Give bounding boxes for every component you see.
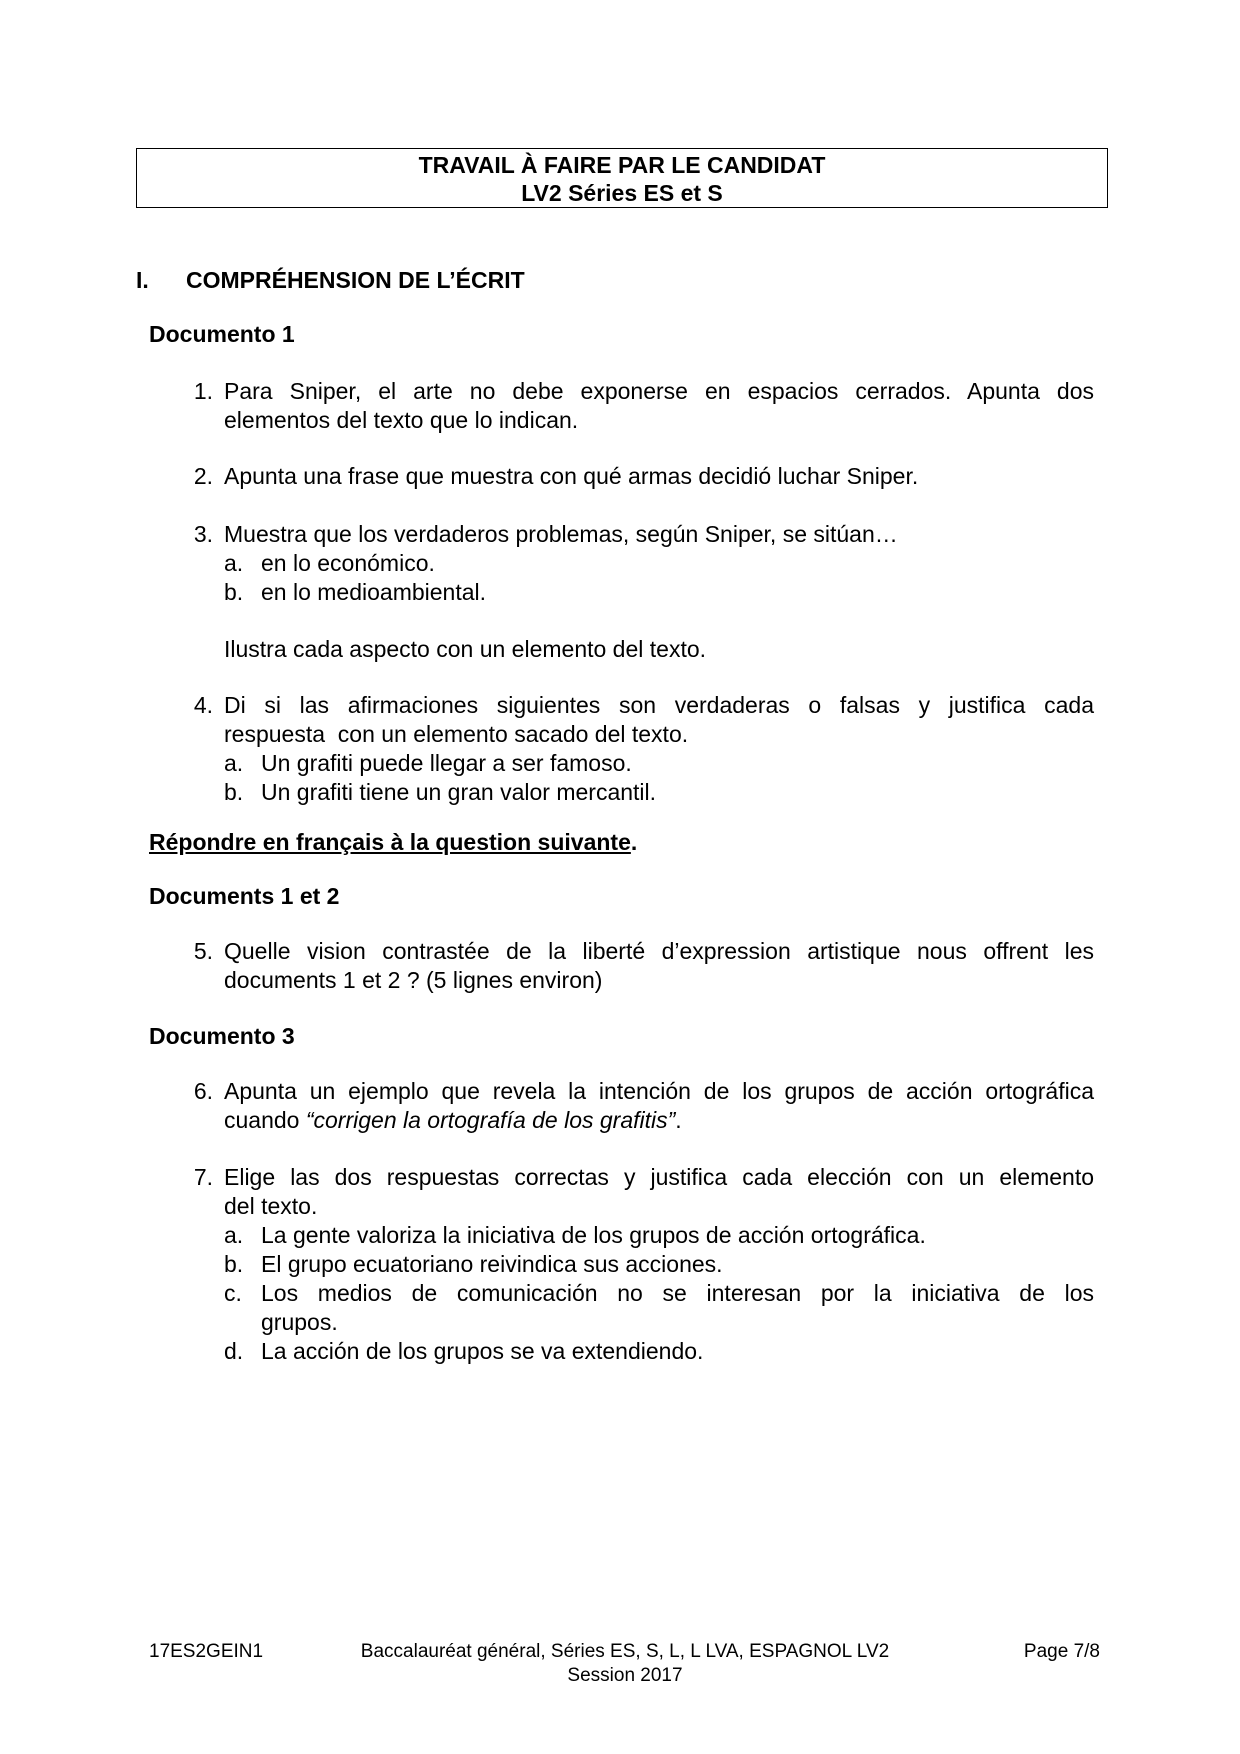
q5-line1: Quelle vision contrastée de la liberté d’expression artistique nous offrent les [224, 938, 1094, 964]
footer-exam-title: Baccalauréat général, Séries ES, S, L, L LVA, ESPAGNOL LV2 [360, 1641, 890, 1662]
q7-option-c-line1: Los medios de comunicación no se interesan por la iniciativa de los [261, 1280, 1094, 1306]
q1-text [224, 377, 1094, 435]
q3-option-a [224, 549, 1094, 578]
q6-line1: Apunta un ejemplo que revela la intención de los grupos de acción ortográfica [224, 1078, 1094, 1104]
q5-line2: documents 1 et 2 ? (5 lignes environ) [224, 967, 603, 993]
q4-option-b-text: Un grafiti tiene un gran valor mercantil. [261, 779, 657, 805]
q7-option-d-text: La acción de los grupos se va extendiendo. [261, 1338, 704, 1364]
header-title: TRAVAIL À FAIRE PAR LE CANDIDAT [418, 152, 826, 178]
q6-line2-post: . [675, 1107, 682, 1133]
q7-number: 7. [193, 1164, 213, 1190]
q3-option-a-letter: a. [224, 550, 244, 576]
q7-line1: Elige las dos respuestas correctas y justifica cada elección con un elemento [224, 1164, 1094, 1190]
instruction-text: Répondre en français à la question suivante [149, 829, 631, 855]
q7-line2: del texto. [224, 1193, 318, 1219]
doc12-heading: Documents 1 et 2 [149, 883, 340, 909]
q4-option-b-letter: b. [224, 779, 244, 805]
q4-line2: respuesta con un elemento sacado del texto. [224, 721, 689, 747]
q6-line2-quote: “corrigen la ortografía de los grafitis” [305, 1107, 676, 1133]
q4-option-b [224, 778, 1094, 807]
q1-line1: Para Sniper, el arte no debe exponerse en espacios cerrados. Apunta dos [224, 378, 1094, 404]
q7-text [224, 1163, 1094, 1221]
instruction-period: . [630, 829, 638, 855]
q3-number: 3. [193, 521, 213, 547]
q4-option-a-text: Un grafiti puede llegar a ser famoso. [261, 750, 632, 776]
q7-option-b-letter: b. [224, 1251, 244, 1277]
q3-option-b [224, 578, 1094, 607]
header-box [136, 148, 1108, 208]
q6-line2-pre: cuando [224, 1107, 306, 1133]
q7-option-c-letter: c. [224, 1280, 242, 1306]
q3-option-a-text: en lo económico. [261, 550, 435, 576]
q5-number: 5. [193, 938, 213, 964]
footer-code: 17ES2GEIN1 [149, 1641, 264, 1662]
section-number: I. [136, 267, 149, 293]
q4-number: 4. [193, 692, 213, 718]
q6-text [224, 1077, 1094, 1135]
q7-option-c-body [261, 1279, 1094, 1337]
q3-option-b-text: en lo medioambiental. [261, 579, 487, 605]
q6-line2 [224, 1106, 1094, 1135]
q3-note: Ilustra cada aspecto con un elemento del texto. [224, 636, 707, 662]
q7-option-a-letter: a. [224, 1222, 244, 1248]
q1-number: 1. [193, 378, 213, 404]
q7-option-c [224, 1279, 1094, 1337]
q6-number: 6. [193, 1078, 213, 1104]
header-subtitle: LV2 Séries ES et S [521, 180, 723, 206]
q4-option-a-letter: a. [224, 750, 244, 776]
q1-line2: elementos del texto que lo indican. [224, 407, 579, 433]
q3-option-b-letter: b. [224, 579, 244, 605]
q2-number: 2. [193, 463, 213, 489]
footer-exam [320, 1640, 930, 1688]
instruction [149, 828, 637, 857]
q7-option-b-text: El grupo ecuatoriano reivindica sus acciones. [261, 1251, 723, 1277]
q7-option-a [224, 1221, 1094, 1250]
q7-option-a-text: La gente valoriza la iniciativa de los grupos de acción ortográfica. [261, 1222, 926, 1248]
q7-option-d-letter: d. [224, 1338, 244, 1364]
doc3-heading: Documento 3 [149, 1023, 295, 1049]
q5-text [224, 937, 1094, 995]
q7-option-d [224, 1337, 1094, 1366]
footer-session: Session 2017 [567, 1665, 683, 1686]
q7-option-c-line2: grupos. [261, 1309, 338, 1335]
q4-line1: Di si las afirmaciones siguientes son verdaderas o falsas y justifica cada [224, 692, 1094, 718]
doc1-heading: Documento 1 [149, 321, 295, 347]
q2-text: Apunta una frase que muestra con qué armas decidió luchar Sniper. [224, 463, 919, 489]
q3-text: Muestra que los verdaderos problemas, según Sniper, se sitúan… [224, 521, 898, 547]
q4-text [224, 691, 1094, 749]
section-title: COMPRÉHENSION DE L’ÉCRIT [186, 267, 525, 293]
q7-option-b [224, 1250, 1094, 1279]
q4-option-a [224, 749, 1094, 778]
footer-page-number: Page 7/8 [1023, 1641, 1100, 1662]
